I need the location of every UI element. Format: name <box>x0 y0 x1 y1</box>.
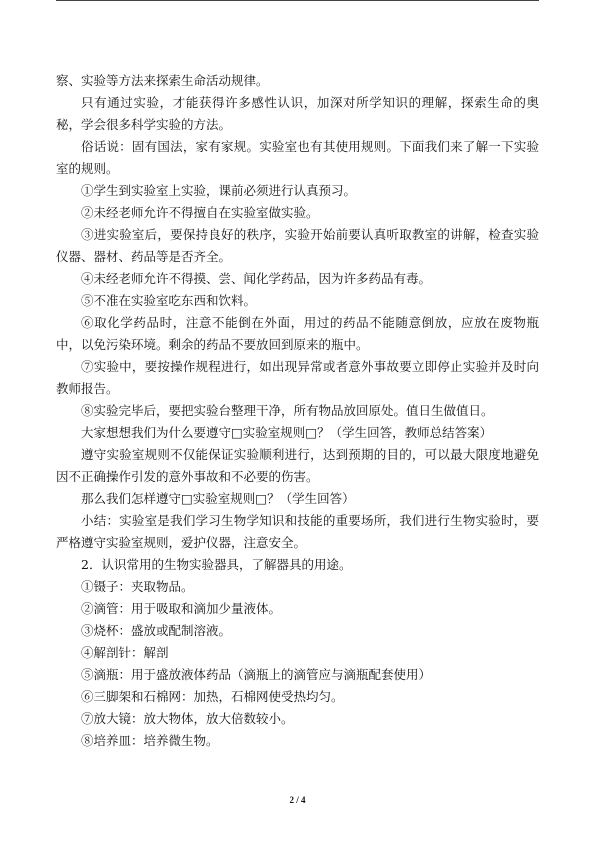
equipment-item-tripod-gauze: ⑥三脚架和石棉网：加热，石棉网使受热均匀。 <box>81 689 344 704</box>
equipment-item-tweezers: ①镊子：夹取物品。 <box>81 579 194 594</box>
answer-why-follow-rules: 遵守实验室规则不仅能保证实验顺利进行，达到预期的目的，可以最大限度地避免因不正确操作引发的意外事故和不必要的伤害。 <box>56 447 539 484</box>
question-how-follow-rules: 那么我们怎样遵守□实验室规则□？（学生回答） <box>81 491 355 506</box>
equipment-item-dropper: ②滴管：用于吸取和滴加少量液体。 <box>81 601 282 616</box>
equipment-item-beaker: ③烧杯：盛放或配制溶液。 <box>81 623 232 638</box>
paragraph-experiment-importance: 只有通过实验，才能获得许多感性认识，加深对所学知识的理解，探索生命的奥秘，学会很多科学实验的方法。 <box>56 95 539 132</box>
rule-item-4: ④未经老师允许不得摸、尝、闻化学药品，因为许多药品有毒。 <box>81 271 432 286</box>
rule-item-2: ②未经老师允许不得擅自在实验室做实验。 <box>81 205 319 220</box>
summary-paragraph: 小结：实验室是我们学习生物学知识和技能的重要场所，我们进行生物实验时，要严格遵守实验室规则，爱护仪器，注意安全。 <box>56 513 539 550</box>
paragraph-continuation: 察、实验等方法来探索生命活动规律。 <box>56 73 269 88</box>
equipment-item-magnifier: ⑦放大镜：放大物体，放大倍数较小。 <box>81 711 294 726</box>
rule-item-1: ①学生到实验室上实验，课前必须进行认真预习。 <box>81 183 357 198</box>
document-body <box>56 70 539 752</box>
rule-item-7: ⑦实验中，要按操作规程进行，如出现异常或者意外事故要立即停止实验并及时向教师报告。 <box>56 359 539 396</box>
paragraph-lab-rules-intro: 俗话说：固有国法，家有家规。实验室也有其使用规则。下面我们来了解一下实验室的规则。 <box>56 139 539 176</box>
page-top-rule <box>56 0 539 1</box>
rule-item-8: ⑧实验完毕后，要把实验台整理干净，所有物品放回原处。值日生做值日。 <box>81 403 494 418</box>
rule-item-6: ⑥取化学药品时，注意不能倒在外面，用过的药品不能随意倒放，应放在废物瓶中，以免污染环境。剩余的药品不要放回到原来的瓶中。 <box>56 315 539 352</box>
rule-item-3: ③进实验室后，要保持良好的秩序，实验开始前要认真听取教室的讲解，检查实验仪器、器材、药品等是否齐全。 <box>56 227 539 264</box>
equipment-item-dissecting-needle: ④解剖针：解剖 <box>81 645 169 660</box>
rule-item-5: ⑤不准在实验室吃东西和饮料。 <box>81 293 257 308</box>
equipment-item-dropping-bottle: ⑤滴瓶：用于盛放液体药品（滴瓶上的滴管应与滴瓶配套使用） <box>81 667 432 682</box>
question-why-follow-rules: 大家想想我们为什么要遵守□实验室规则□？（学生回答，教师总结答案） <box>81 425 493 440</box>
equipment-item-petri-dish: ⑧培养皿：培养微生物。 <box>81 733 219 748</box>
page-number: 2 / 4 <box>289 795 306 805</box>
section-heading-lab-equipment: 2．认识常用的生物实验器具，了解器具的用途。 <box>81 557 352 572</box>
